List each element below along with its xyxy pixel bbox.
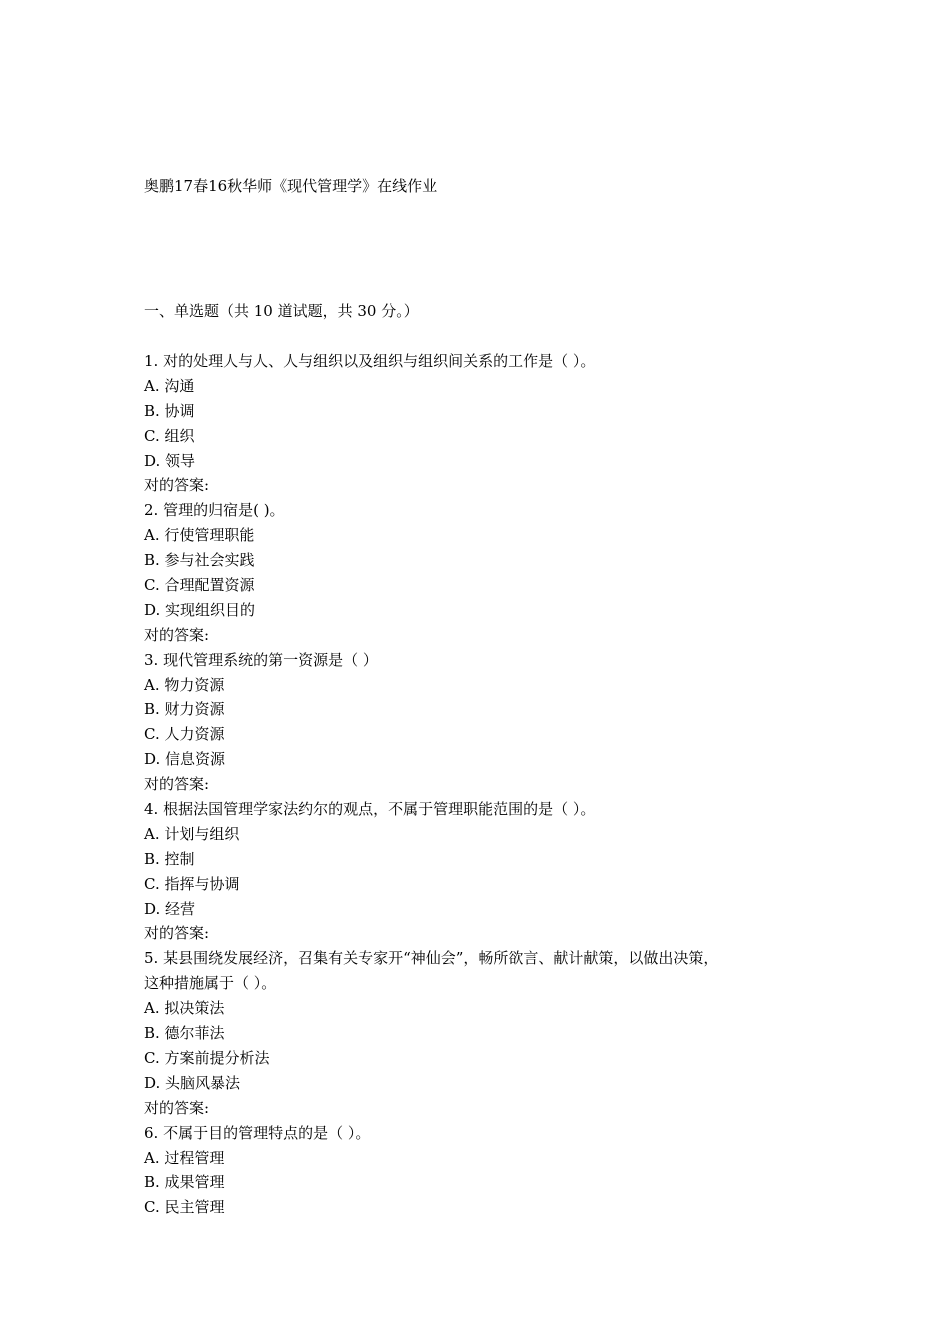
document-title: 奥鹏17春16秋华师《现代管理学》在线作业 xyxy=(144,177,438,195)
option-a: A. 沟通 xyxy=(144,376,195,395)
question-5 xyxy=(144,946,804,1120)
option-c: C. 组织 xyxy=(144,426,195,445)
option-b: B. 参与社会实践 xyxy=(144,551,255,570)
option-a: A. 行使管理职能 xyxy=(144,526,255,545)
option-b: B. 德尔菲法 xyxy=(144,1024,225,1043)
answer-label: 对的答案: xyxy=(144,775,210,794)
question-2 xyxy=(144,498,804,647)
option-a: A. 计划与组织 xyxy=(144,824,240,843)
option-c: C. 人力资源 xyxy=(144,725,225,744)
section-heading: 一、单选题（共 10 道试题，共 30 分。） xyxy=(144,302,419,320)
option-d: D. 头脑风暴法 xyxy=(144,1073,241,1092)
question-stem: 3. 现代管理系统的第一资源是（ ） xyxy=(144,650,378,669)
option-d: D. 领导 xyxy=(144,451,196,470)
answer-label: 对的答案: xyxy=(144,1098,210,1117)
option-b: B. 成果管理 xyxy=(144,1173,225,1192)
question-4 xyxy=(144,797,804,946)
answer-label: 对的答案: xyxy=(144,476,210,495)
option-a: A. 过程管理 xyxy=(144,1148,225,1167)
option-b: B. 协调 xyxy=(144,401,195,420)
question-stem: 5. 某县围绕发展经济，召集有关专家开“神仙会”，畅所欲言、献计献策，以做出决策， xyxy=(144,949,719,968)
question-list xyxy=(144,349,804,1220)
question-stem: 1. 对的处理人与人、人与组织以及组织与组织间关系的工作是（ ）。 xyxy=(144,352,596,370)
answer-label: 对的答案: xyxy=(144,625,210,644)
option-c: C. 合理配置资源 xyxy=(144,576,255,595)
question-1 xyxy=(144,349,804,498)
option-a: A. 物力资源 xyxy=(144,675,225,694)
option-c: C. 民主管理 xyxy=(144,1198,225,1217)
question-stem: 2. 管理的归宿是( )。 xyxy=(144,501,285,520)
question-6 xyxy=(144,1121,804,1221)
option-b: B. 财力资源 xyxy=(144,700,225,719)
option-d: D. 信息资源 xyxy=(144,750,226,769)
question-3 xyxy=(144,648,804,797)
option-c: C. 方案前提分析法 xyxy=(144,1048,270,1067)
option-a: A. 拟决策法 xyxy=(144,999,225,1018)
question-stem-continuation: 这种措施属于（ ）。 xyxy=(144,974,277,993)
option-b: B. 控制 xyxy=(144,849,195,868)
option-d: D. 实现组织目的 xyxy=(144,600,256,619)
question-stem: 6. 不属于目的管理特点的是（ ）。 xyxy=(144,1123,371,1142)
question-stem: 4. 根据法国管理学家法约尔的观点，不属于管理职能范围的是（ ）。 xyxy=(144,800,596,819)
option-d: D. 经营 xyxy=(144,899,196,918)
option-c: C. 指挥与协调 xyxy=(144,874,240,893)
answer-label: 对的答案: xyxy=(144,924,210,943)
